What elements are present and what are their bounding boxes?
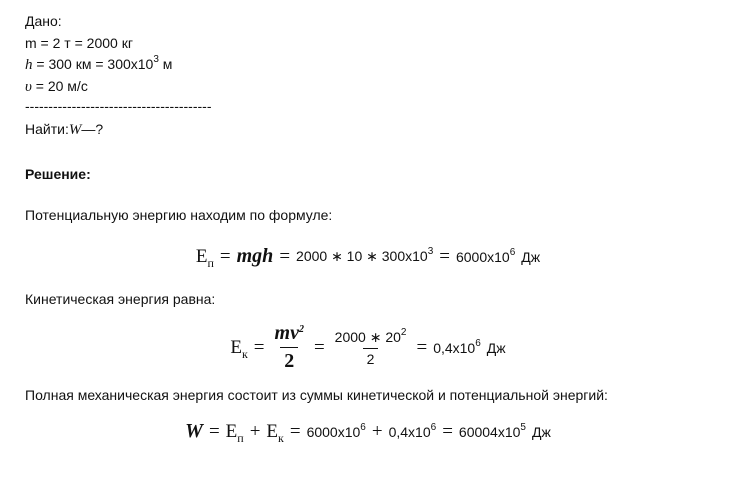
kinetic-formula <box>0 322 736 373</box>
potential-unit: Дж <box>521 248 541 265</box>
find-rest: —? <box>81 121 104 137</box>
total-result: $60004х10^5$ <box>458 421 526 440</box>
speed-variable: υ <box>25 79 32 95</box>
kinetic-lhs: $E_к$ <box>230 336 248 361</box>
equals: = <box>439 245 450 267</box>
speed-value: = 20 м/с <box>31 78 88 94</box>
find-label: Найти: <box>25 121 69 137</box>
plus: + <box>371 420 383 442</box>
equals: = <box>442 420 453 442</box>
equals: = <box>219 245 231 267</box>
potential-result: $6000х10^6$ <box>455 246 516 265</box>
equals: = <box>416 336 428 358</box>
kinetic-fraction-numeric: $\frac{2000 ∗ 20^2}{2}$ <box>334 326 407 367</box>
potential-expr: mgh <box>236 245 274 267</box>
kinetic-text: Кинетическая энергия равна: <box>25 291 216 307</box>
potential-lhs: $E_п$ <box>195 245 214 270</box>
total-text: Полная механическая энергия состоит из суммы кинетической и потенциальной энергий: <box>25 387 608 403</box>
solution-header: Решение: <box>25 166 91 182</box>
given-mass: m = 2 т = 2000 кг <box>25 35 133 51</box>
height-variable: h <box>25 57 33 73</box>
total-unit: Дж <box>531 423 551 440</box>
equals: = <box>253 336 265 358</box>
given-header: Дано: <box>25 13 62 29</box>
total-formula <box>0 420 736 443</box>
plus: + <box>249 420 261 442</box>
kinetic-unit: Дж <box>486 339 506 356</box>
total-a: $6000х10^6$ <box>306 421 366 440</box>
equals: = <box>313 336 325 358</box>
total-b: $0,4х10^6$ <box>388 421 437 440</box>
height-value: = 300 км = 300х10 <box>32 56 154 72</box>
given-speed <box>25 77 88 96</box>
equals: = <box>208 420 220 442</box>
height-unit: м <box>158 56 173 72</box>
equals: = <box>279 245 291 267</box>
kinetic-fraction-symbolic: $\frac{mv^2}{2}$ <box>274 322 304 372</box>
given-divider: ---------------------------------------- <box>25 98 212 114</box>
find-variable: W <box>68 122 82 138</box>
potential-formula <box>0 245 736 268</box>
find-line <box>25 120 103 139</box>
potential-text: Потенциальную энергию находим по формуле: <box>25 207 333 223</box>
height-exponent: 3 <box>153 54 159 65</box>
total-ep: $E_п$ <box>225 420 244 445</box>
total-ek: $E_к$ <box>266 420 284 445</box>
potential-calc: 2000 ∗ 10 ∗ $300х10^3$ <box>296 246 434 264</box>
given-height <box>25 55 172 76</box>
total-lhs: W <box>185 420 203 442</box>
equals: = <box>289 420 301 442</box>
kinetic-result: $0,4х10^6$ <box>433 337 481 356</box>
